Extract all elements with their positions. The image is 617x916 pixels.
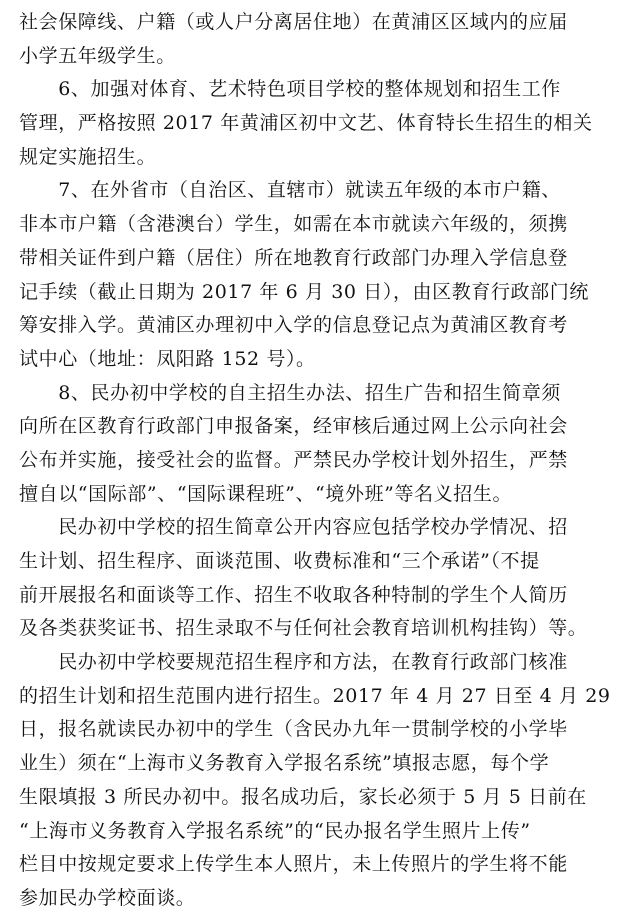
text-line: 试中心（地址：凤阳路 152 号）。 — [19, 347, 316, 370]
text-line: 业生）须在“上海市义务教育入学报名系统”填报志愿，每个学 — [19, 752, 550, 775]
paragraph-admission-procedure — [19, 646, 609, 916]
text-line: 小学五年级学生。 — [19, 44, 176, 67]
paragraph-admission-brochure — [19, 511, 609, 646]
text-line: 及各类获奖证书、招生录取不与任何社会教育培训机构挂钩）等。 — [19, 617, 588, 640]
text-line: 管理，严格按照 2017 年黄浦区初中文艺、体育特长生招生的相关 — [19, 112, 593, 135]
text-line: 栏目中按规定要求上传学生本人照片，未上传照片的学生将不能 — [19, 853, 568, 876]
text-line: 向所在区教育行政部门申报备案，经审核后通过网上公示向社会 — [19, 415, 568, 438]
paragraph-item-8 — [19, 377, 609, 512]
paragraph-item-7 — [19, 174, 609, 376]
text-line: 前开展报名和面谈等工作、招生不收取各种特制的学生个人简历 — [19, 583, 568, 606]
text-line: 规定实施招生。 — [19, 145, 157, 168]
text-line: “上海市义务教育入学报名系统”的“民办报名学生照片上传” — [19, 819, 531, 842]
text-line: 记手续（截止日期为 2017 年 6 月 30 日），由区教育行政部门统 — [19, 280, 589, 303]
text-line: 7、在外省市（自治区、直辖市）就读五年级的本市户籍、 — [19, 179, 561, 202]
text-line: 6、加强对体育、艺术特色项目学校的整体规划和招生工作 — [19, 78, 561, 101]
text-line: 擅自以“国际部”、“国际课程班”、“境外班”等名义招生。 — [19, 482, 513, 505]
text-line: 的招生计划和招生范围内进行招生。2017 年 4 月 27 日至 4 月 29 — [19, 684, 611, 707]
text-line: 日，报名就读民办初中的学生（含民办九年一贯制学校的小学毕 — [19, 718, 568, 741]
document-body — [19, 6, 609, 916]
text-line: 生限填报 3 所民办初中。报名成功后，家长必须于 5 月 5 日前在 — [19, 785, 587, 808]
paragraph-continuation — [19, 6, 609, 73]
text-line: 社会保障线、户籍（或人户分离居住地）在黄浦区区域内的应届 — [19, 11, 568, 33]
text-line: 公布并实施，接受社会的监督。严禁民办学校计划外招生，严禁 — [19, 448, 568, 471]
text-line: 非本市户籍（含港澳台）学生，如需在本市就读六年级的，须携 — [19, 213, 568, 236]
text-line: 生计划、招生程序、面谈范围、收费标准和“三个承诺”（不提 — [19, 550, 540, 572]
text-line: 8、民办初中学校的自主招生办法、招生广告和招生简章须 — [19, 381, 561, 404]
text-line: 民办初中学校要规范招生程序和方法，在教育行政部门核准 — [19, 651, 568, 674]
text-line: 带相关证件到户籍（居住）所在地教育行政部门办理入学信息登 — [19, 246, 568, 269]
text-line: 民办初中学校的招生简章公开内容应包括学校办学情况、招 — [19, 516, 568, 539]
text-line: 参加民办学校面谈。 — [19, 886, 196, 909]
paragraph-item-6 — [19, 73, 609, 174]
text-line: 筹安排入学。黄浦区办理初中入学的信息登记点为黄浦区教育考 — [19, 314, 568, 337]
